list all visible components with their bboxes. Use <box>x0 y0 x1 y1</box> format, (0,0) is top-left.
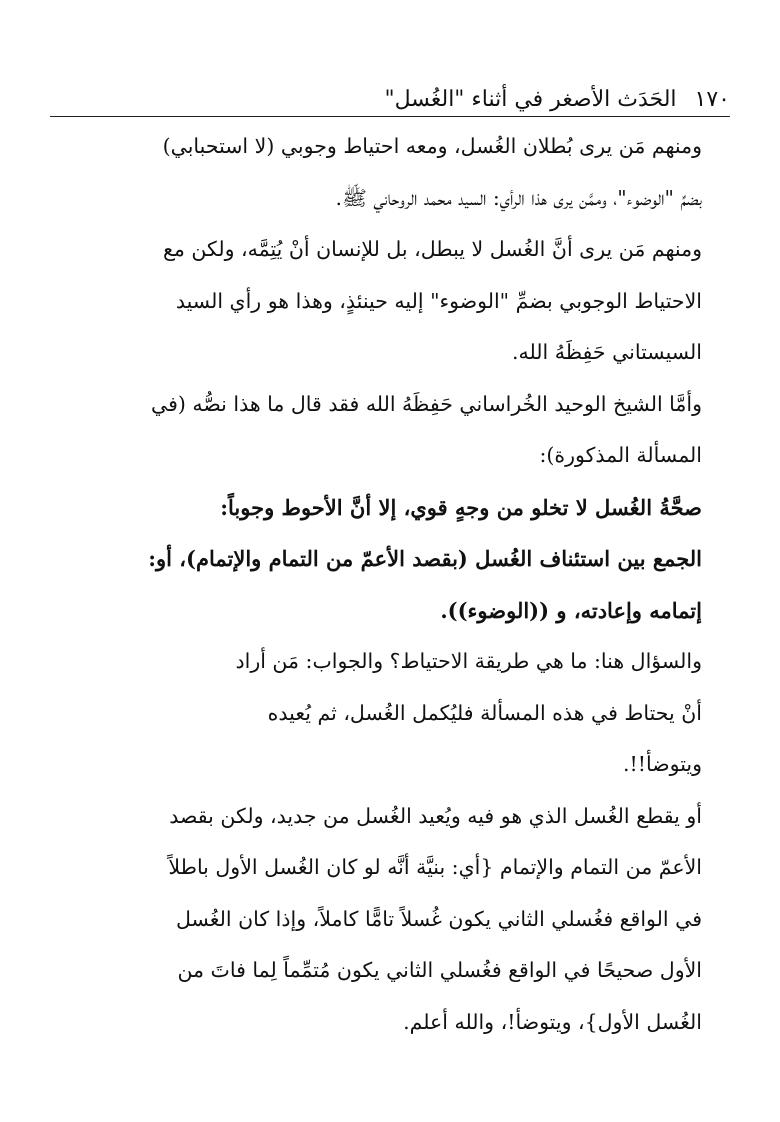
body-text <box>50 121 730 1048</box>
text-line: في الواقع فغُسلي الثاني يكون غُسلاً تامًّا كاملاً، وإذا كان الغُسل <box>175 906 702 931</box>
text-line: الغُسل الأول}، ويتوضأ!، والله أعلم. <box>403 1009 702 1034</box>
page-number: ١٧٠ <box>694 86 730 112</box>
text-line: الأعمّ من التمام والإتمام {أي: بنيَّة أنَّه لو كان الغُسل الأول باطلاً <box>168 855 702 879</box>
paragraph <box>50 791 730 1049</box>
text-line: المسألة المذكورة): <box>539 443 702 467</box>
paragraph <box>50 224 730 379</box>
chapter-title: الحَدَث الأصغر في أثناء "الغُسل" <box>384 86 677 112</box>
text-line: الاحتياط الوجوبي بضمِّ "الوضوء" إليه حينئذٍ، وهذا هو رأي السيد <box>175 288 702 313</box>
quoted-ruling-paragraph <box>50 482 730 637</box>
text-line: الجمع بين استئناف الغُسل (بقصد الأعمّ من التمام والإتمام)، أو: <box>148 546 702 571</box>
text-line: وأمَّا الشيخ الوحيد الخُراساني حَفِظَهُ الله فقد قال ما هذا نصُّه (في <box>151 391 702 416</box>
text-line: أو يقطع الغُسل الذي هو فيه ويُعيد الغُسل من جديد، ولكن بقصد <box>169 803 702 828</box>
text-line: إتمامه وإعادته، و ((الوضوء)). <box>440 597 702 623</box>
text-line: السيستاني حَفِظَهُ الله. <box>511 340 702 364</box>
text-line: الأول صحيحًا في الواقع فغُسلي الثاني يكون مُتمِّماً لِما فاتَ من <box>177 958 702 982</box>
text-line: صحَّةُ الغُسل لا تخلو من وجهٍ قوي، إلا أنَّ الأحوط وجوباً: <box>220 494 702 520</box>
paragraph <box>50 379 730 482</box>
paragraph <box>50 636 730 791</box>
book-page <box>50 82 730 1048</box>
text-line: والسؤال هنا: ما هي طريقة الاحتياط؟ والجواب: مَن أراد <box>235 649 702 673</box>
text-line: ويتوضأ!!. <box>622 752 702 776</box>
running-header <box>50 82 730 117</box>
text-line: بضمِّ "الوضوء"، وممَّن يرى هذا الرأي: السيد محمد الروحاني ﷺ. <box>335 185 702 210</box>
text-line: ومنهم مَن يرى أنَّ الغُسل لا يبطل، بل للإنسان أنْ يُتِمَّه، ولكن مع <box>162 237 702 261</box>
text-line: أنْ يحتاط في هذه المسألة فليُكمل الغُسل، ثم يُعيده <box>267 700 702 725</box>
text-line: ومنهم مَن يرى بُطلان الغُسل، ومعه احتياط وجوبي (لا استحبابي) <box>162 134 702 158</box>
paragraph <box>50 121 730 224</box>
